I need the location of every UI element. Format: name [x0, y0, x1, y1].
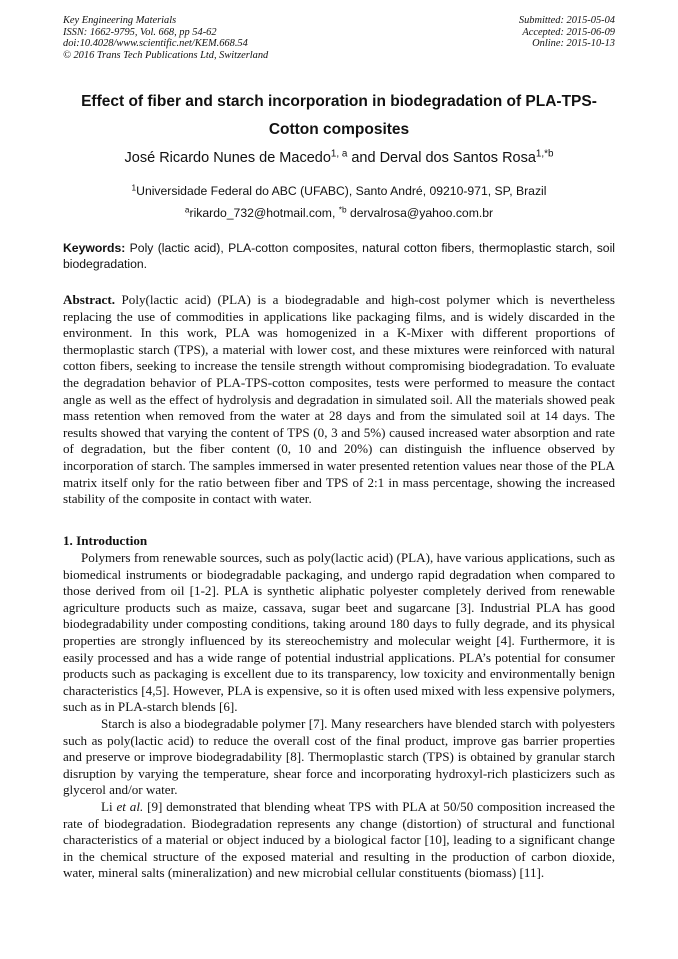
author-2-affiliation-mark: 1,*b — [535, 148, 554, 160]
citation-etal: et al. — [116, 798, 144, 814]
email-a-mark: a — [184, 204, 190, 215]
journal-name: Key Engineering Materials — [63, 15, 177, 26]
title-line-2: Cotton composites — [268, 121, 410, 138]
keywords-text: Poly (lactic acid), PLA-cotton composites, natural cotton fibers, thermoplastic starch, soil biodegradation. — [63, 241, 615, 271]
email-b: dervalrosa@yahoo.com.br — [346, 206, 494, 220]
title-line-1: Effect of fiber and starch incorporation in biodegradation of PLA-TPS- — [81, 93, 597, 110]
affiliation-mark: 1 — [131, 182, 137, 193]
keywords-section — [63, 240, 615, 272]
intro-paragraph-2: Starch is also a biodegradable polymer [7]. Many researchers have blended starch with polyesters such as poly(lactic acid) to reduce the overall cost of the final product, improve gas barrier properties and preserve or improve biodegradability [8]. Thermoplastic starch (TPS) is obtained by granular starch disruption by varying the temperature, shear force and incorporating hydroxyl-rich plasticizers such as glycerol and/or water. — [63, 715, 615, 798]
abstract-section — [63, 292, 615, 508]
author-1-affiliation-mark: 1, a — [330, 148, 348, 160]
author-1: José Ricardo Nunes de Macedo — [124, 150, 331, 166]
publication-dates — [519, 15, 615, 50]
introduction-body — [63, 550, 615, 882]
intro-paragraph-1: Polymers from renewable sources, such as poly(lactic acid) (PLA), have various applications, such as biomedical instruments or biodegradable packaging, and undergo rapid degradation when compared to those derived from oil [1-2]. PLA is synthetic aliphatic polyester completely derived from renewable agriculture products such as maize, cassava, sugar beet and sugarcane [3]. Industrial PLA has good biodegradability under composting conditions, taking around 180 days to fully degrade, and its physical properties are strongly influenced by its stereochemistry and molecular weight [4]. Furthermore, it is easily processed and has a wide range of potential industrial applications. PLA’s potential for consumer products such as packaging is excellent due to its transparency, low toxicity and environmentally benign characteristics [4,5]. However, PLA is expensive, so it is often used mixed with less expensive polymers, such as in PLA-starch blends [6]. — [63, 550, 615, 715]
author-list — [40, 150, 638, 166]
intro-paragraph-3 — [63, 799, 615, 882]
citation-author: Li — [101, 798, 117, 814]
email-b-mark: *b — [338, 204, 347, 215]
author-emails — [40, 206, 638, 220]
affiliation-text: Universidade Federal do ABC (UFABC), Santo André, 09210-971, SP, Brazil — [136, 184, 547, 198]
author-conjunction: and — [347, 150, 380, 166]
submitted-date: Submitted: 2015-05-04 — [518, 15, 615, 26]
abstract-text: Poly(lactic acid) (PLA) is a biodegradable and high-cost polymer which is nevertheless replacing the use of commodities in applications like packaging films, and is widely discarded in the environment. In this work, PLA was homogenized in a K-Mixer with different proportions of thermoplastic starch (TPS), a material with lower cost, and these mixtures were reinforced with natural cotton fibers, seeking to increase the tensile strength without compromising biodegradation. To evaluate the degradation behavior of PLA-TPS-cotton composites, tests were performed to measure the contact angle as well as the effect of hydrolysis and degradation in simulated soil. All the materials showed peak mass retention when removed from the water at 28 days and from the simulated soil at 14 days. The results showed that varying the content of TPS (0, 3 and 5%) caused increased water absorption and rate of degradation, but the fiber content (0, 10 and 20%) can distinguish the influence observed by incorporation of starch. The samples immersed in water presented retention values near those of the PLA matrix itself only for the ratio between fiber and TPS of 2:1 in mass percentage, showing the increased stability of the composite in contact with water. — [63, 292, 615, 507]
email-a: rikardo_732@hotmail.com, — [189, 206, 339, 220]
journal-doi: doi:10.4028/www.scientific.net/KEM.668.54 — [63, 38, 248, 49]
affiliation — [40, 184, 638, 198]
journal-copyright: © 2016 Trans Tech Publications Ltd, Switzerland — [63, 49, 269, 61]
abstract-label: Abstract. — [63, 292, 115, 307]
journal-issn: ISSN: 1662-9795, Vol. 668, pp 54-62 — [63, 26, 217, 38]
keywords-label: Keywords: — [63, 241, 126, 255]
paper-title — [55, 88, 623, 144]
author-2: Derval dos Santos Rosa — [379, 150, 536, 166]
accepted-date: Accepted: 2015-06-09 — [522, 26, 615, 38]
online-date: Online: 2015-10-13 — [532, 38, 615, 49]
journal-info — [63, 15, 268, 61]
introduction-heading: 1. Introduction — [63, 533, 148, 548]
intro-paragraph-3-text: [9] demonstrated that blending wheat TPS with PLA at 50/50 composition increased the rate of biodegradation. Biodegradation represents any change (distortion) of structural and functional characteristics of a material or object induced by a biological factor [10], leading to a significant change in the chemical structure of the exposed material and resulting in the production of carbon dioxide, water, mineral salts (mineralization) and new microbial cellular constituents (biomass) [11]. — [63, 798, 615, 881]
